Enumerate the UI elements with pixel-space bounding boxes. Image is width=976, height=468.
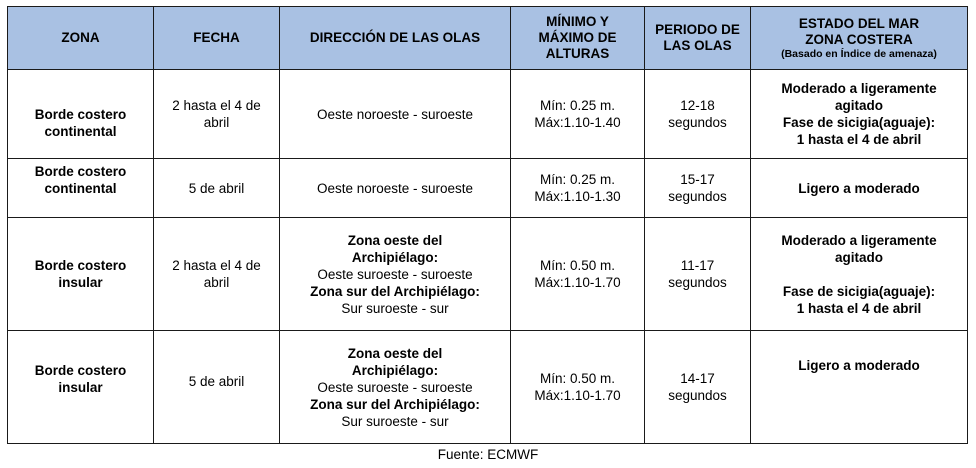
header-alturas: MÍNIMO Y MÁXIMO DE ALTURAS (511, 7, 645, 70)
cell-zona: Borde costero continental (8, 159, 154, 218)
table-row (8, 159, 968, 218)
table-row (8, 331, 968, 444)
table-row (8, 70, 968, 159)
table-row (8, 218, 968, 331)
cell-alturas: Mín: 0.50 m. Máx:1.10-1.70 (511, 331, 645, 444)
cell-periodo: 12-18 segundos (645, 70, 751, 159)
cell-zona: Borde costero insular (8, 218, 154, 331)
cell-alturas: Mín: 0.25 m. Máx:1.10-1.40 (511, 70, 645, 159)
cell-estado: Moderado a ligeramente agitado Fase de sicigia(aguaje): 1 hasta el 4 de abril (751, 70, 968, 159)
cell-periodo: 11-17 segundos (645, 218, 751, 331)
cell-fecha: 2 hasta el 4 de abril (154, 218, 280, 331)
header-direccion: DIRECCIÓN DE LAS OLAS (280, 7, 511, 70)
cell-zona: Borde costero continental (8, 70, 154, 159)
cell-fecha: 2 hasta el 4 de abril (154, 70, 280, 159)
cell-fecha: 5 de abril (154, 331, 280, 444)
cell-zona: Borde costero insular (8, 331, 154, 444)
source-caption: Fuente: ECMWF (437, 447, 539, 462)
header-zona: ZONA (8, 7, 154, 70)
cell-fecha: 5 de abril (154, 159, 280, 218)
cell-alturas: Mín: 0.50 m. Máx:1.10-1.70 (511, 218, 645, 331)
cell-periodo: 15-17 segundos (645, 159, 751, 218)
cell-direccion: Zona oeste del Archipiélago: Oeste suroeste - suroeste Zona sur del Archipiélago: Sur suroeste - sur (280, 331, 511, 444)
header-row (8, 7, 968, 70)
header-periodo: PERIODO DE LAS OLAS (645, 7, 751, 70)
cell-estado: Moderado a ligeramente agitado Fase de sicigia(aguaje): 1 hasta el 4 de abril (751, 218, 968, 331)
cell-alturas: Mín: 0.25 m. Máx:1.10-1.30 (511, 159, 645, 218)
header-estado: ESTADO DEL MAR ZONA COSTERA (Basado en Índice de amenaza) (751, 7, 968, 70)
cell-direccion: Zona oeste del Archipiélago: Oeste suroeste - suroeste Zona sur del Archipiélago: Sur suroeste - sur (280, 218, 511, 331)
cell-estado: Ligero a moderado (751, 331, 968, 444)
cell-direccion: Oeste noroeste - suroeste (280, 159, 511, 218)
cell-periodo: 14-17 segundos (645, 331, 751, 444)
wave-forecast-table (7, 6, 968, 444)
header-fecha: FECHA (154, 7, 280, 70)
cell-estado: Ligero a moderado (751, 159, 968, 218)
cell-direccion: Oeste noroeste - suroeste (280, 70, 511, 159)
